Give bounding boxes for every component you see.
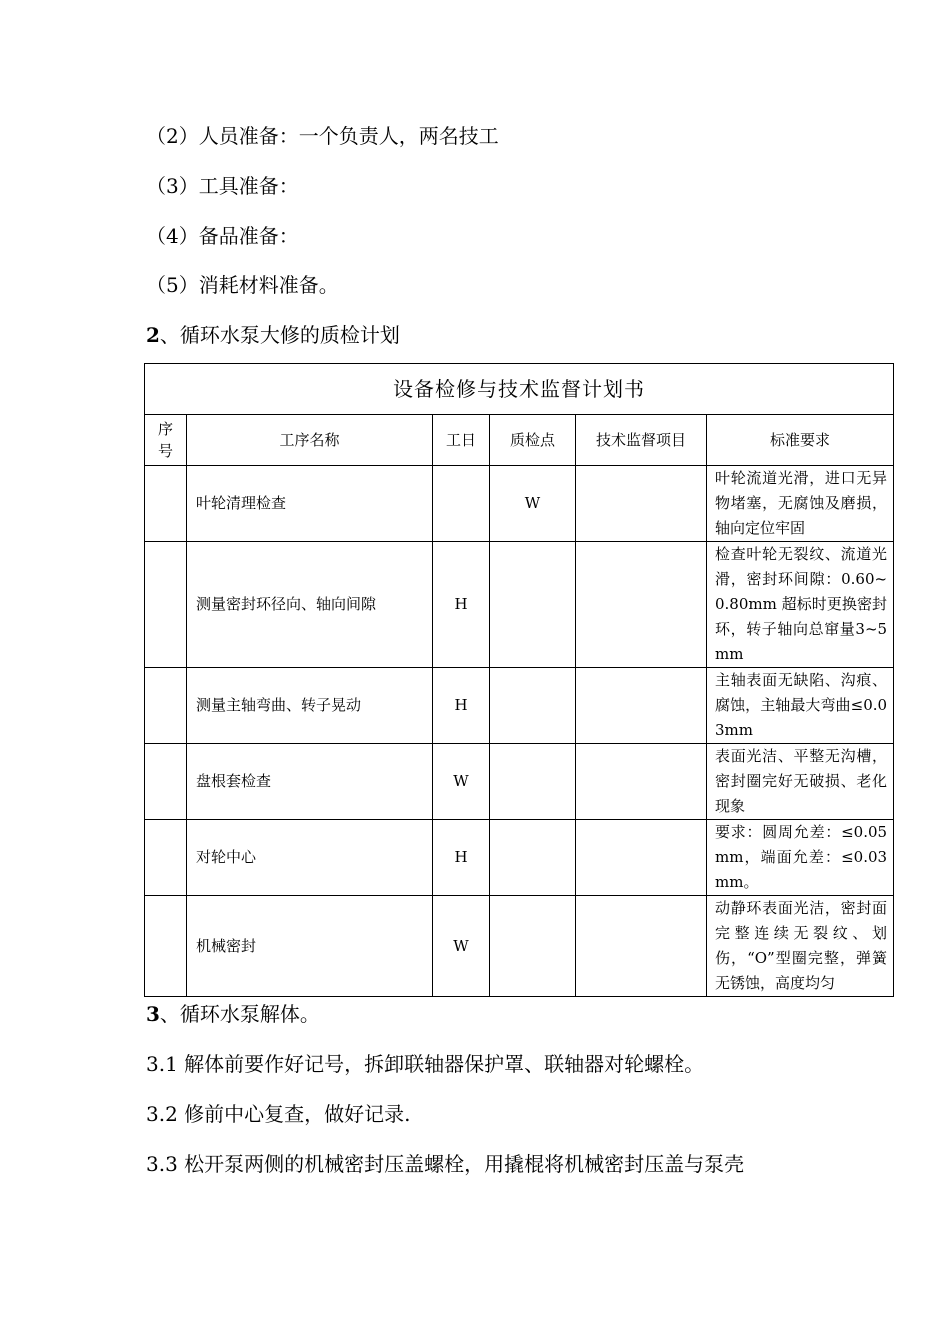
- step-3-2: 3.2 修前中心复查，做好记录.: [146, 1102, 411, 1126]
- section-3-number: 3: [146, 1002, 160, 1026]
- header-standard: 标准要求: [707, 415, 894, 466]
- cell-seq: [145, 820, 187, 896]
- cell-seq: [145, 744, 187, 820]
- cell-supervision: [576, 466, 707, 542]
- section-2-title: 、循环水泵大修的质检计划: [159, 323, 400, 347]
- section-2-number: 2: [146, 323, 160, 347]
- header-supervision: 技术监督项目: [576, 415, 707, 466]
- cell-supervision: [576, 542, 707, 668]
- prep-item-personnel: （2）人员准备：一个负责人，两名技工: [146, 124, 499, 148]
- cell-process-name: 叶轮清理检查: [187, 466, 433, 542]
- inspection-plan-table: [144, 363, 894, 997]
- cell-supervision: [576, 744, 707, 820]
- cell-standard: 表面光洁、平整无沟槽，密封圈完好无破损、老化现象: [707, 744, 894, 820]
- section-2-heading: [146, 321, 400, 349]
- cell-workday: W: [433, 896, 490, 997]
- table-row: [145, 896, 894, 997]
- cell-qc-point: [490, 744, 576, 820]
- cell-standard: 检查叶轮无裂纹、流道光滑，密封环间隙：0.60~0.80mm 超标时更换密封环，转子轴向总窜量3~5mm: [707, 542, 894, 668]
- prep-item-spares: （4）备品准备：: [146, 224, 299, 248]
- table-row: [145, 466, 894, 542]
- cell-seq: [145, 668, 187, 744]
- cell-process-name: 盘根套检查: [187, 744, 433, 820]
- table-row: [145, 744, 894, 820]
- cell-standard: 要求：圆周允差：≤0.05mm，端面允差：≤0.03mm。: [707, 820, 894, 896]
- step-3-3: 3.3 松开泵两侧的机械密封压盖螺栓，用撬棍将机械密封压盖与泵壳: [146, 1152, 745, 1176]
- section-3-heading: [146, 1000, 320, 1028]
- header-qc-point: 质检点: [490, 415, 576, 466]
- cell-qc-point: [490, 542, 576, 668]
- cell-standard: 叶轮流道光滑，进口无异物堵塞，无腐蚀及磨损，轴向定位牢固: [707, 466, 894, 542]
- cell-qc-point: W: [490, 466, 576, 542]
- table-title: 设备检修与技术监督计划书: [145, 364, 894, 415]
- table-row: [145, 542, 894, 668]
- prep-item-tools: （3）工具准备：: [146, 174, 299, 198]
- cell-process-name: 测量密封环径向、轴向间隙: [187, 542, 433, 668]
- cell-workday: H: [433, 542, 490, 668]
- prep-item-consumables: （5）消耗材料准备。: [146, 273, 339, 297]
- section-3-title: 、循环水泵解体。: [159, 1002, 320, 1026]
- cell-seq: [145, 466, 187, 542]
- step-3-1: 3.1 解体前要作好记号，拆卸联轴器保护罩、联轴器对轮螺栓。: [146, 1052, 705, 1076]
- cell-seq: [145, 896, 187, 997]
- cell-workday: H: [433, 668, 490, 744]
- cell-workday: W: [433, 744, 490, 820]
- cell-qc-point: [490, 668, 576, 744]
- cell-workday: H: [433, 820, 490, 896]
- cell-process-name: 测量主轴弯曲、转子晃动: [187, 668, 433, 744]
- header-seq: 序 号: [145, 415, 187, 466]
- header-process-name: 工序名称: [187, 415, 433, 466]
- cell-workday: [433, 466, 490, 542]
- cell-qc-point: [490, 896, 576, 997]
- table-row: [145, 820, 894, 896]
- table-row: [145, 668, 894, 744]
- cell-process-name: 对轮中心: [187, 820, 433, 896]
- table-header-row: [145, 415, 894, 466]
- cell-supervision: [576, 896, 707, 997]
- cell-standard: 动静环表面光洁，密封面完整连续无裂纹、划伤，“O”型圈完整，弹簧无锈蚀，高度均匀: [707, 896, 894, 997]
- cell-seq: [145, 542, 187, 668]
- cell-qc-point: [490, 820, 576, 896]
- cell-process-name: 机械密封: [187, 896, 433, 997]
- cell-supervision: [576, 668, 707, 744]
- header-workday: 工日: [433, 415, 490, 466]
- cell-supervision: [576, 820, 707, 896]
- cell-standard: 主轴表面无缺陷、沟痕、腐蚀，主轴最大弯曲≤0.03mm: [707, 668, 894, 744]
